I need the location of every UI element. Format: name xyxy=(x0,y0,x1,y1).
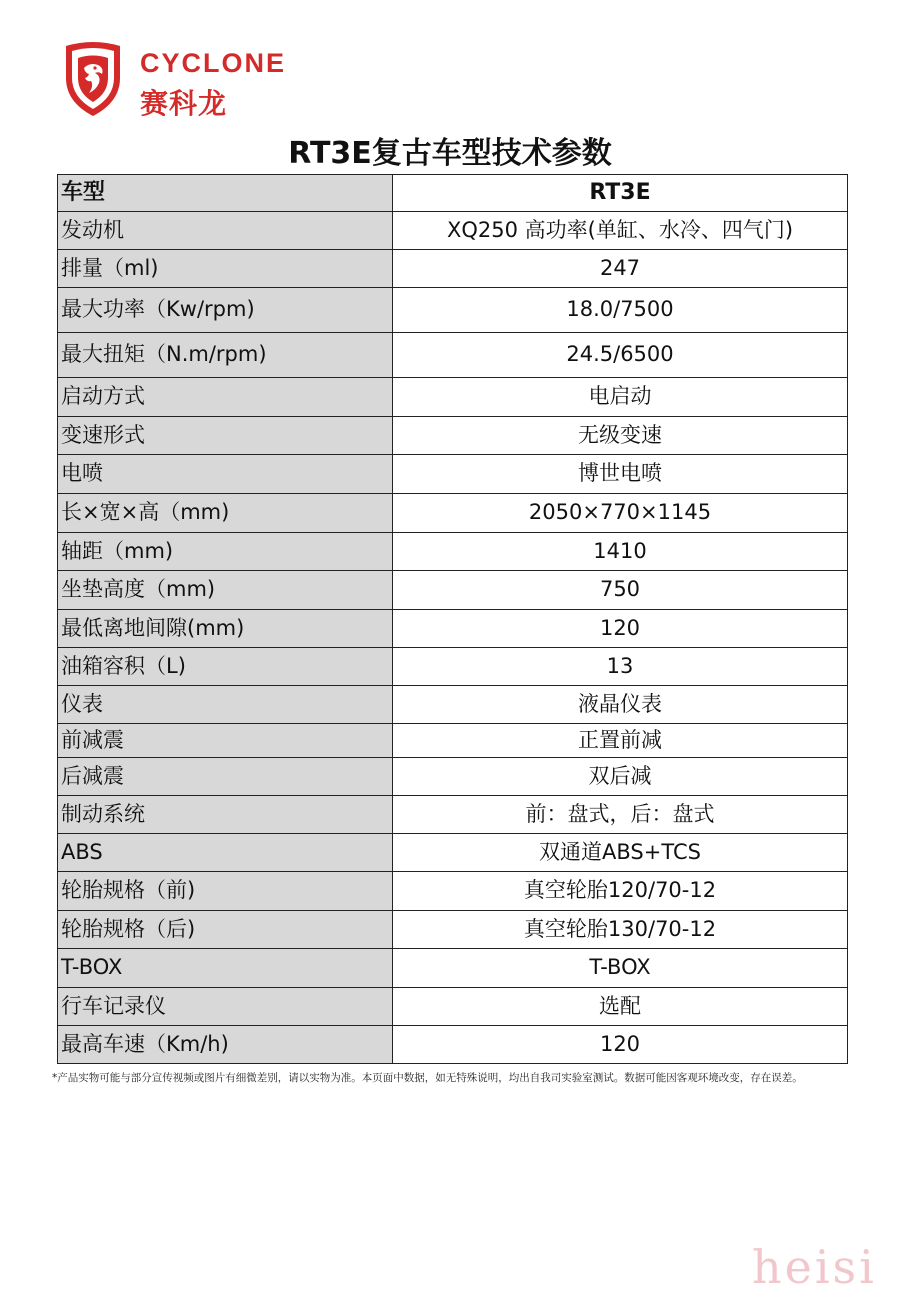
spec-label: T-BOX xyxy=(58,949,393,988)
page-title: RT3E复古车型技术参数 xyxy=(288,136,612,171)
spec-value: 博世电喷 xyxy=(393,455,848,494)
spec-label: 轴距（mm) xyxy=(58,533,393,571)
table-row xyxy=(58,1026,848,1064)
disclaimer-note: *产品实物可能与部分宣传视频或图片有细微差别，请以实物为准。本页面中数据，如无特殊说明，均出自我司实验室测试。数据可能因客观环境改变，存在误差。 xyxy=(52,1072,803,1084)
spec-label: 最大扭矩（N.m/rpm) xyxy=(58,333,393,378)
spec-value: 双后减 xyxy=(393,758,848,796)
spec-label: 启动方式 xyxy=(58,378,393,417)
spec-value: 750 xyxy=(393,571,848,610)
spec-label: 轮胎规格（后) xyxy=(58,911,393,949)
spec-label: ABS xyxy=(58,834,393,872)
table-row xyxy=(58,988,848,1026)
spec-value: 无级变速 xyxy=(393,417,848,455)
table-row xyxy=(58,758,848,796)
table-row xyxy=(58,796,848,834)
spec-value: 选配 xyxy=(393,988,848,1026)
brand-name-cn: 赛科龙 xyxy=(140,87,228,120)
table-row xyxy=(58,872,848,911)
watermark: heisi xyxy=(752,1240,877,1294)
table-row xyxy=(58,911,848,949)
table-row xyxy=(58,648,848,686)
spec-value: 前：盘式，后：盘式 xyxy=(393,796,848,834)
table-row xyxy=(58,288,848,333)
table-row xyxy=(58,378,848,417)
spec-value: 18.0/7500 xyxy=(393,288,848,333)
table-row xyxy=(58,455,848,494)
brand-name-en: CYCLONE xyxy=(140,48,287,78)
spec-label: 长×宽×高（mm) xyxy=(58,494,393,533)
table-row xyxy=(58,571,848,610)
spec-value: 120 xyxy=(393,1026,848,1064)
table-row xyxy=(58,494,848,533)
spec-value: T-BOX xyxy=(393,949,848,988)
spec-value: 1410 xyxy=(393,533,848,571)
spec-label: 轮胎规格（前) xyxy=(58,872,393,911)
spec-table xyxy=(57,174,848,1064)
spec-label: 最高车速（Km/h) xyxy=(58,1026,393,1064)
table-row xyxy=(58,610,848,648)
spec-value: 真空轮胎130/70-12 xyxy=(393,911,848,949)
spec-value: 13 xyxy=(393,648,848,686)
spec-value: 正置前减 xyxy=(393,724,848,758)
header-label: 车型 xyxy=(58,175,393,212)
spec-label: 最大功率（Kw/rpm) xyxy=(58,288,393,333)
table-row xyxy=(58,724,848,758)
spec-value: 2050×770×1145 xyxy=(393,494,848,533)
spec-value: 120 xyxy=(393,610,848,648)
brand-logo xyxy=(58,38,318,120)
table-row xyxy=(58,834,848,872)
spec-value: 247 xyxy=(393,250,848,288)
table-row xyxy=(58,333,848,378)
table-row xyxy=(58,417,848,455)
table-header-row xyxy=(58,175,848,212)
spec-label: 油箱容积（L) xyxy=(58,648,393,686)
table-row xyxy=(58,212,848,250)
spec-label: 前减震 xyxy=(58,724,393,758)
spec-value: 真空轮胎120/70-12 xyxy=(393,872,848,911)
spec-label: 坐垫高度（mm) xyxy=(58,571,393,610)
spec-label: 最低离地间隙(mm) xyxy=(58,610,393,648)
spec-value: 电启动 xyxy=(393,378,848,417)
dragon-shield-icon xyxy=(58,38,128,118)
spec-label: 仪表 xyxy=(58,686,393,724)
spec-label: 后减震 xyxy=(58,758,393,796)
header-value: RT3E xyxy=(393,175,848,212)
spec-value: 24.5/6500 xyxy=(393,333,848,378)
spec-label: 发动机 xyxy=(58,212,393,250)
spec-label: 电喷 xyxy=(58,455,393,494)
table-row xyxy=(58,686,848,724)
spec-value: XQ250 高功率(单缸、水冷、四气门) xyxy=(393,212,848,250)
table-row xyxy=(58,533,848,571)
spec-label: 制动系统 xyxy=(58,796,393,834)
table-row xyxy=(58,949,848,988)
table-row xyxy=(58,250,848,288)
spec-label: 排量（ml) xyxy=(58,250,393,288)
spec-value: 双通道ABS+TCS xyxy=(393,834,848,872)
spec-label: 行车记录仪 xyxy=(58,988,393,1026)
spec-label: 变速形式 xyxy=(58,417,393,455)
spec-value: 液晶仪表 xyxy=(393,686,848,724)
